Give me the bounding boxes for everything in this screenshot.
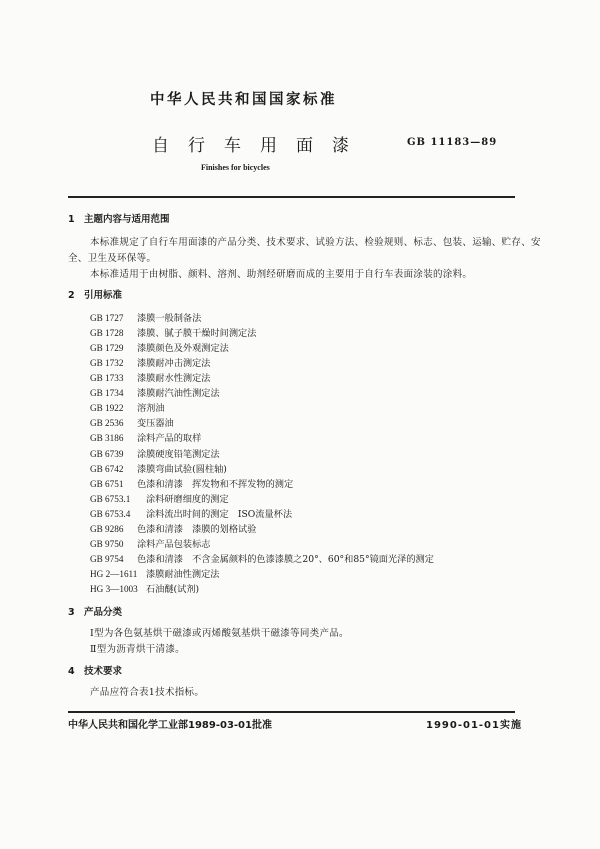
section-title: 主题内容与适用范围	[84, 214, 170, 225]
reference-title: 漆膜弯曲试验(圆柱轴)	[137, 463, 227, 475]
reference-code: GB 6753.1	[90, 493, 131, 504]
reference-code: GB 6742	[90, 463, 124, 474]
reference-code: GB 1734	[90, 388, 124, 399]
reference-code: HG 2—1611	[90, 569, 138, 580]
reference-code: GB 1727	[90, 313, 124, 323]
reference-item	[90, 551, 434, 565]
section-heading-3	[68, 604, 122, 618]
reference-item	[90, 566, 220, 580]
reference-title: 涂料产品包装标志	[137, 538, 211, 550]
reference-title: 漆膜一般制备法	[137, 313, 202, 324]
reference-title: 色漆和清漆 不含金属颜料的色漆漆膜之20°、60°和85°镜面光泽的测定	[137, 553, 434, 565]
paragraph: 本标准规定了自行车用面漆的产品分类、技术要求、试验方法、检验规则、标志、包装、运输、贮存、安	[90, 237, 541, 248]
reference-title: 涂料产品的取样	[137, 433, 202, 445]
reference-item	[90, 581, 199, 595]
reference-code: HG 3—1003	[90, 584, 138, 595]
reference-code: GB 9754	[90, 553, 124, 564]
reference-item	[90, 521, 256, 535]
reference-item	[90, 325, 256, 339]
section-title: 产品分类	[84, 607, 123, 618]
reference-title: 溶剂油	[137, 403, 165, 415]
section-heading-4	[68, 663, 122, 677]
reference-code: GB 1728	[90, 328, 124, 339]
reference-item	[90, 491, 229, 505]
reference-code: GB 1733	[90, 373, 124, 384]
reference-code: GB 3186	[90, 433, 124, 444]
paragraph: Ⅰ型为各色氨基烘干磁漆或丙烯酸氨基烘干磁漆等同类产品。	[90, 628, 349, 639]
reference-code: GB 1732	[90, 358, 124, 369]
reference-code: GB 1729	[90, 343, 124, 354]
reference-code: GB 6753.4	[90, 508, 131, 519]
section-title: 引用标准	[84, 290, 123, 301]
reference-item	[90, 370, 211, 384]
standard-name: 中华人民共和国国家标准	[150, 92, 337, 108]
header-divider	[68, 196, 515, 198]
reference-title: 漆膜耐冲击测定法	[137, 358, 211, 370]
reference-item	[90, 446, 220, 460]
reference-code: GB 1922	[90, 403, 124, 414]
paragraph: Ⅱ型为沥青烘干清漆。	[90, 644, 185, 655]
reference-item	[90, 536, 211, 550]
implementation-date: 1990-01-01实施	[426, 720, 522, 731]
reference-code: GB 9286	[90, 523, 124, 534]
reference-title: 漆膜、腻子膜干燥时间测定法	[137, 328, 257, 340]
section-heading-2	[68, 287, 122, 301]
reference-item	[90, 415, 174, 429]
reference-item	[90, 476, 293, 490]
reference-item	[90, 461, 227, 475]
paragraph: 产品应符合表1技术指标。	[90, 687, 205, 698]
standard-code: GB 11183—89	[407, 137, 498, 148]
reference-code: GB 2536	[90, 418, 124, 429]
reference-title: 变压器油	[137, 418, 174, 430]
document-title: 自行车用面漆	[152, 136, 368, 156]
section-heading-1	[68, 211, 170, 225]
section-number: 4	[68, 666, 75, 677]
reference-title: 涂膜硬度铅笔测定法	[137, 448, 220, 460]
section-number: 3	[68, 607, 75, 618]
reference-title: 色漆和清漆 漆膜的划格试验	[137, 523, 257, 535]
reference-code: GB 6739	[90, 448, 124, 459]
reference-code: GB 9750	[90, 538, 124, 549]
reference-title: 漆膜耐水性测定法	[137, 373, 211, 385]
approval-note: 中华人民共和国化学工业部1989-03-01批准	[68, 720, 272, 731]
reference-item	[90, 355, 211, 369]
english-title: Finishes for bicycles	[201, 163, 270, 172]
reference-title: 色漆和清漆 挥发物和不挥发物的测定	[137, 478, 294, 490]
reference-item	[90, 506, 292, 520]
paragraph: 本标准适用于由树脂、颜料、溶剂、助剂经研磨而成的主要用于自行车表面涂装的涂料。	[90, 269, 473, 280]
footer-divider	[68, 711, 515, 713]
reference-title: 涂料研磨细度的测定	[146, 493, 229, 505]
reference-title: 漆膜颜色及外观测定法	[137, 343, 229, 355]
reference-item	[90, 385, 220, 399]
reference-title: 漆膜耐油性测定法	[146, 569, 220, 581]
reference-item	[90, 430, 201, 444]
reference-title: 石油醚(试剂)	[146, 584, 200, 596]
reference-title: 涂料流出时间的测定 ISO流量杯法	[146, 508, 293, 520]
reference-title: 漆膜耐汽油性测定法	[137, 388, 220, 400]
reference-item	[90, 340, 229, 354]
section-title: 技术要求	[84, 666, 123, 677]
section-number: 1	[68, 214, 75, 225]
section-number: 2	[68, 290, 75, 301]
reference-item	[90, 400, 165, 414]
reference-code: GB 6751	[90, 478, 124, 489]
paragraph: 全、卫生及环保等。	[68, 253, 157, 264]
reference-item	[90, 310, 201, 324]
